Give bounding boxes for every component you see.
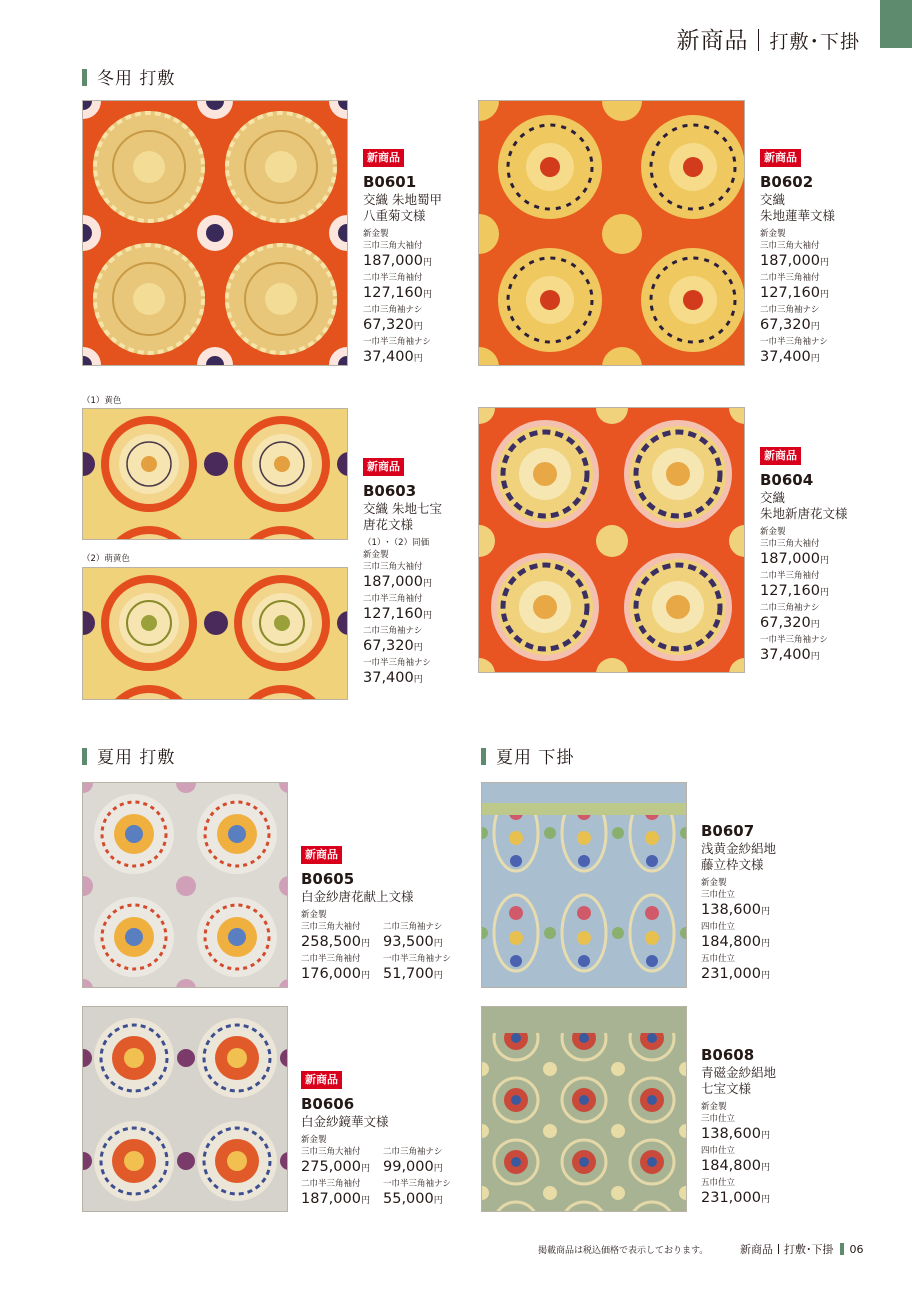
price-value	[701, 1125, 851, 1145]
price-number: 99,000	[383, 1159, 434, 1175]
product-name-line: 交織 朱地蜀甲	[363, 192, 442, 207]
price-value	[760, 614, 910, 634]
product-image-b0607	[481, 782, 687, 988]
variant-note: （1）･（2）同価	[363, 538, 430, 548]
product-name-line: 青磁金紗絽地	[701, 1065, 777, 1080]
yen-unit: 円	[413, 322, 423, 332]
yen-unit: 円	[760, 1163, 770, 1173]
product-name-line: 朱地新唐花文様	[760, 506, 848, 521]
price-label: 二巾三角袖ナシ	[363, 626, 423, 636]
product-name-line: 唐花文様	[363, 517, 414, 532]
yen-unit: 円	[422, 290, 432, 300]
yen-unit: 円	[819, 588, 829, 598]
price-label: 一巾半三角袖ナシ	[363, 337, 431, 347]
product-b0607	[701, 816, 851, 985]
price-value	[760, 582, 910, 602]
product-image-b0603-moegi	[82, 567, 348, 700]
price-value	[701, 965, 851, 985]
price-label: 一巾半三角袖ナシ	[363, 658, 431, 668]
price-grid	[301, 1146, 471, 1210]
price-value	[701, 901, 851, 921]
price-number: 231,000	[701, 1190, 761, 1206]
price-number: 51,700	[383, 966, 434, 982]
yen-unit: 円	[760, 971, 770, 981]
price-number: 127,160	[760, 583, 820, 599]
price-label: 二巾半三角袖付	[301, 1179, 361, 1189]
yen-unit: 円	[819, 290, 829, 300]
section-heading-text: 夏用 打敷	[97, 748, 176, 768]
yen-unit: 円	[422, 611, 432, 621]
yen-unit: 円	[422, 579, 432, 589]
yen-unit: 円	[819, 556, 829, 566]
section-heading-winter	[82, 64, 175, 89]
new-badge: 新商品	[301, 1071, 342, 1089]
price-label: 二巾半三角袖付	[363, 273, 423, 283]
price-number: 37,400	[760, 349, 811, 365]
price-number: 127,160	[363, 606, 423, 622]
material: 新金製	[363, 550, 389, 560]
product-b0605	[301, 843, 471, 985]
product-name-line: 七宝文様	[701, 1081, 752, 1096]
price-label: 三巾三角大袖付	[301, 1147, 361, 1157]
material: 新金製	[701, 1102, 727, 1112]
yen-unit: 円	[413, 354, 423, 364]
yen-unit: 円	[360, 939, 370, 949]
product-name-line: 朱地蓮華文様	[760, 208, 836, 223]
section-heading-summer-uchishiki	[82, 743, 175, 768]
product-b0604	[760, 444, 910, 666]
material: 新金製	[363, 229, 389, 239]
product-b0602	[760, 146, 910, 368]
new-badge: 新商品	[760, 149, 801, 167]
yen-unit: 円	[819, 258, 829, 268]
price-number: 67,320	[363, 638, 414, 654]
section-bar	[481, 748, 486, 765]
yen-unit: 円	[760, 939, 770, 949]
price-number: 258,500	[301, 934, 361, 950]
product-image-b0603-yellow	[82, 408, 348, 540]
material: 新金製	[760, 527, 786, 537]
yen-unit: 円	[810, 652, 820, 662]
price-number: 184,800	[701, 934, 761, 950]
header-subtitle: 打敷･下掛	[769, 31, 860, 53]
price-number: 67,320	[760, 317, 811, 333]
price-label: 三巾三角大袖付	[363, 241, 423, 251]
section-bar	[82, 748, 87, 765]
price-grid	[301, 921, 471, 985]
product-b0606	[301, 1068, 471, 1210]
price-label: 三巾三角大袖付	[760, 241, 820, 251]
footer-page-info	[740, 1241, 864, 1257]
variant-caption-1: （1）黄色	[82, 396, 122, 406]
product-image-b0601	[82, 100, 348, 366]
price-number: 187,000	[363, 574, 423, 590]
price-number: 187,000	[301, 1191, 361, 1207]
price-value	[760, 550, 910, 570]
product-image-b0606	[82, 1006, 288, 1212]
price-number: 231,000	[701, 966, 761, 982]
price-value	[301, 965, 373, 985]
product-name-line: 浅黄金紗絽地	[701, 841, 777, 856]
yen-unit: 円	[433, 1196, 443, 1206]
price-label: 三巾仕立	[701, 1114, 736, 1124]
price-label: 三巾三角大袖付	[760, 539, 820, 549]
header-accent-tab	[880, 0, 912, 48]
price-value	[301, 1190, 373, 1210]
price-label: 四巾仕立	[701, 922, 736, 932]
price-label: 二巾半三角袖付	[301, 954, 361, 964]
page-header	[676, 22, 860, 55]
price-label: 三巾三角大袖付	[363, 562, 423, 572]
product-name-line: 藤立枠文様	[701, 857, 764, 872]
price-number: 67,320	[760, 615, 811, 631]
material: 新金製	[701, 878, 727, 888]
price-value	[383, 1190, 455, 1210]
product-name-line: 交織	[760, 490, 786, 505]
product-image-b0602	[478, 100, 745, 366]
price-value	[701, 1189, 851, 1209]
product-code: B0608	[701, 1046, 755, 1064]
yen-unit: 円	[413, 675, 423, 685]
yen-unit: 円	[760, 1131, 770, 1141]
price-number: 127,160	[363, 285, 423, 301]
product-code: B0604	[760, 471, 814, 489]
price-label: 三巾三角大袖付	[301, 922, 361, 932]
yen-unit: 円	[810, 354, 820, 364]
price-label: 二巾三角袖ナシ	[383, 922, 443, 932]
product-name-line: 白金紗鏡華文様	[301, 1114, 389, 1129]
new-badge: 新商品	[363, 458, 404, 476]
price-label: 二巾三角袖ナシ	[760, 603, 820, 613]
product-code: B0605	[301, 870, 355, 888]
price-value	[760, 348, 910, 368]
material: 新金製	[301, 910, 327, 920]
product-code: B0602	[760, 173, 814, 191]
footer-subtitle: 打敷･下掛	[784, 1243, 834, 1256]
price-number: 138,600	[701, 1126, 761, 1142]
yen-unit: 円	[810, 322, 820, 332]
price-value	[383, 933, 455, 953]
new-badge: 新商品	[760, 447, 801, 465]
price-number: 37,400	[760, 647, 811, 663]
yen-unit: 円	[760, 1195, 770, 1205]
yen-unit: 円	[413, 643, 423, 653]
yen-unit: 円	[422, 258, 432, 268]
price-label: 二巾三角袖ナシ	[383, 1147, 443, 1157]
price-number: 138,600	[701, 902, 761, 918]
price-value	[701, 933, 851, 953]
price-number: 67,320	[363, 317, 414, 333]
header-divider	[758, 29, 759, 51]
header-title: 新商品	[676, 28, 749, 54]
page-number: 06	[849, 1243, 864, 1256]
product-image-b0605	[82, 782, 288, 988]
product-name-line: 交織 朱地七宝	[363, 501, 442, 516]
product-image-b0608	[481, 1006, 687, 1212]
price-number: 37,400	[363, 349, 414, 365]
price-value	[760, 284, 910, 304]
yen-unit: 円	[433, 971, 443, 981]
product-name-line: 白金紗唐花献上文様	[301, 889, 414, 904]
section-heading-text: 夏用 下掛	[496, 748, 575, 768]
material: 新金製	[301, 1135, 327, 1145]
footer-title: 新商品	[740, 1243, 773, 1256]
price-number: 187,000	[760, 253, 820, 269]
yen-unit: 円	[360, 1196, 370, 1206]
price-label: 二巾半三角袖付	[363, 594, 423, 604]
price-value	[760, 646, 910, 666]
product-name-line: 八重菊文様	[363, 208, 426, 223]
product-code: B0607	[701, 822, 755, 840]
price-number: 55,000	[383, 1191, 434, 1207]
price-number: 93,500	[383, 934, 434, 950]
price-number: 187,000	[363, 253, 423, 269]
product-b0608	[701, 1040, 851, 1209]
product-code: B0601	[363, 173, 417, 191]
price-value	[760, 252, 910, 272]
section-heading-summer-shitakake	[481, 743, 574, 768]
price-number: 176,000	[301, 966, 361, 982]
yen-unit: 円	[760, 907, 770, 917]
price-value	[701, 1157, 851, 1177]
price-label: 一巾半三角袖ナシ	[760, 635, 828, 645]
section-heading-text: 冬用 打敷	[97, 69, 176, 89]
new-badge: 新商品	[363, 149, 404, 167]
yen-unit: 円	[433, 1164, 443, 1174]
yen-unit: 円	[360, 971, 370, 981]
yen-unit: 円	[810, 620, 820, 630]
price-label: 二巾半三角袖付	[760, 571, 820, 581]
price-label: 一巾半三角袖ナシ	[383, 1179, 451, 1189]
price-value	[383, 1158, 455, 1178]
price-value	[301, 1158, 373, 1178]
price-value	[301, 933, 373, 953]
price-number: 187,000	[760, 551, 820, 567]
product-image-b0604	[478, 407, 745, 673]
price-number: 184,800	[701, 1158, 761, 1174]
footer-accent-bar	[840, 1243, 844, 1255]
price-number: 127,160	[760, 285, 820, 301]
section-bar	[82, 69, 87, 86]
footer-tax-note: 掲載商品は税込価格で表示しております。	[538, 1246, 709, 1256]
price-label: 五巾仕立	[701, 954, 736, 964]
product-name-line: 交織	[760, 192, 786, 207]
footer-divider	[778, 1244, 779, 1254]
price-number: 275,000	[301, 1159, 361, 1175]
price-label: 二巾三角袖ナシ	[363, 305, 423, 315]
price-label: 一巾半三角袖ナシ	[383, 954, 451, 964]
variant-caption-2: （2）萌黄色	[82, 554, 130, 564]
yen-unit: 円	[360, 1164, 370, 1174]
price-label: 四巾仕立	[701, 1146, 736, 1156]
price-label: 一巾半三角袖ナシ	[760, 337, 828, 347]
price-label: 三巾仕立	[701, 890, 736, 900]
price-value	[760, 316, 910, 336]
material: 新金製	[760, 229, 786, 239]
price-number: 37,400	[363, 670, 414, 686]
product-code: B0606	[301, 1095, 355, 1113]
price-label: 二巾三角袖ナシ	[760, 305, 820, 315]
new-badge: 新商品	[301, 846, 342, 864]
price-label: 二巾半三角袖付	[760, 273, 820, 283]
yen-unit: 円	[433, 939, 443, 949]
price-label: 五巾仕立	[701, 1178, 736, 1188]
price-value	[383, 965, 455, 985]
product-code: B0603	[363, 482, 417, 500]
